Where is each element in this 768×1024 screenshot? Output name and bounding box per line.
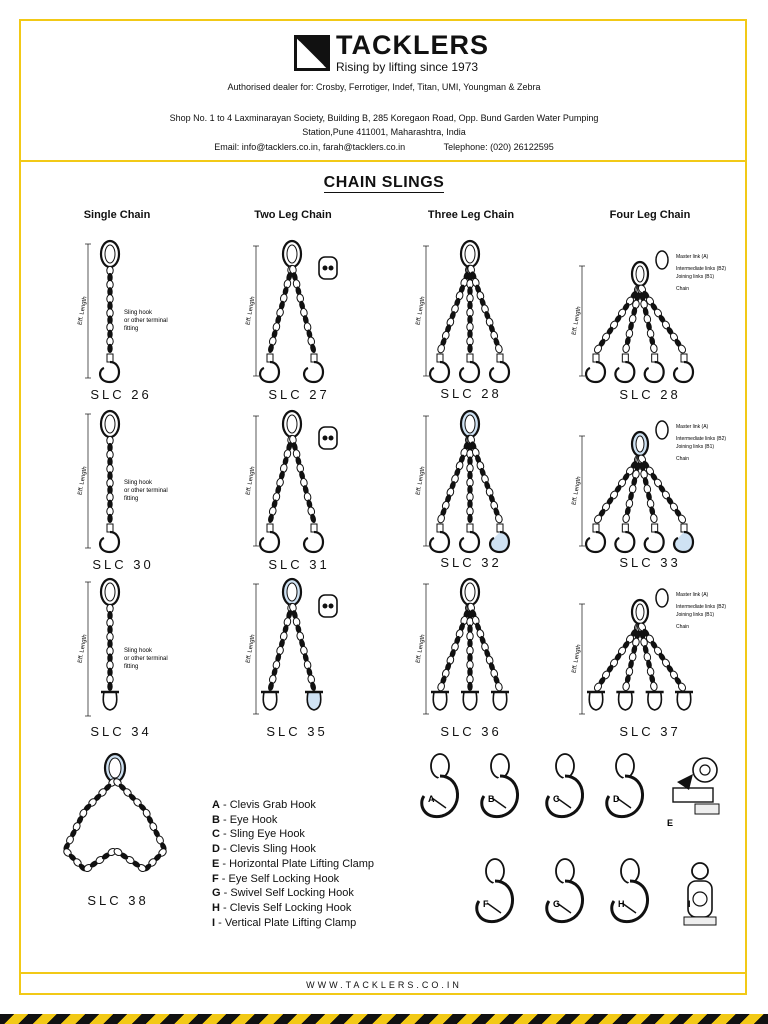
legend-item: G - Swivel Self Locking Hook — [212, 887, 354, 900]
svg-text:Intermediate links (B2): Intermediate links (B2) — [676, 436, 727, 442]
contact-line — [0, 142, 768, 152]
svg-text:Sling hook: Sling hook — [124, 648, 153, 654]
svg-text:Master link (A): Master link (A) — [676, 592, 709, 598]
header-divider — [19, 160, 747, 162]
logo-mark-icon — [294, 35, 330, 71]
svg-text:Joining links (B1): Joining links (B1) — [676, 274, 715, 280]
legend-item: H - Clevis Self Locking Hook — [212, 901, 352, 914]
legend-item: I - Vertical Plate Lifting Clamp — [212, 916, 357, 929]
legend-item: D - Clevis Sling Hook — [212, 843, 316, 856]
hook-c-icon — [535, 750, 595, 830]
code-slc32: SLC 32 — [440, 555, 502, 570]
hook-letter: E — [667, 818, 674, 828]
svg-text:Eff. Length: Eff. Length — [245, 634, 257, 664]
legend-item: F - Eye Self Locking Hook — [212, 872, 340, 885]
svg-text:Eff. Length: Eff. Length — [571, 306, 583, 336]
brand-logo — [294, 32, 489, 74]
code-slc34: SLC 34 — [90, 724, 152, 739]
svg-text:or other terminal: or other terminal — [124, 488, 168, 494]
hook-a-icon — [410, 750, 470, 830]
sling-diagram-slc38 — [35, 750, 195, 890]
hook-b-icon — [470, 750, 530, 830]
hook-letter: D — [613, 794, 620, 804]
svg-text:Eff. Length: Eff. Length — [245, 466, 257, 496]
svg-text:Eff. Length: Eff. Length — [571, 476, 583, 506]
code-slc37: SLC 37 — [619, 724, 681, 739]
hook-letter: A — [428, 794, 435, 804]
hook-f-icon — [465, 855, 525, 935]
hook-legend — [212, 798, 374, 930]
hook-letter: I — [688, 899, 691, 909]
code-slc27: SLC 27 — [268, 387, 330, 402]
address-line-2: Station,Pune 411001, Maharashtra, India — [302, 127, 466, 137]
legend-item: E - Horizontal Plate Lifting Clamp — [212, 857, 375, 870]
svg-text:Sling hook: Sling hook — [124, 310, 153, 316]
svg-text:Eff. Length: Eff. Length — [77, 634, 89, 664]
column-heading-three-leg: Three Leg Chain — [427, 209, 515, 221]
code-slc35: SLC 35 — [266, 724, 328, 739]
hook-i-icon — [670, 855, 730, 935]
hook-letter: B — [488, 794, 495, 804]
svg-text:Master link (A): Master link (A) — [676, 424, 709, 430]
svg-text:Eff. Length: Eff. Length — [77, 466, 89, 496]
sling-diagram-r2-c2 — [212, 410, 372, 550]
code-slc28-three: SLC 28 — [440, 386, 502, 401]
authorised-dealer: Authorised dealer for: Crosby, Ferrotiger, Indef, Titan, UMI, Youngman & Zebra — [227, 82, 541, 92]
svg-text:Joining links (B1): Joining links (B1) — [676, 444, 715, 450]
hook-d-icon — [595, 750, 655, 830]
column-heading-single: Single Chain — [83, 209, 151, 221]
svg-text:Chain: Chain — [676, 624, 690, 630]
sling-diagram-r2-c3 — [390, 410, 550, 550]
svg-text:Eff. Length: Eff. Length — [415, 296, 427, 326]
svg-text:Intermediate links (B2): Intermediate links (B2) — [676, 604, 727, 610]
svg-text:Chain: Chain — [676, 286, 690, 292]
legend-item: A - Clevis Grab Hook — [212, 799, 316, 811]
sling-diagram-r3-c1 — [30, 578, 190, 718]
sling-diagram-r1-c1 — [30, 240, 190, 380]
svg-text:fitting: fitting — [124, 326, 139, 332]
legend-item: B - Eye Hook — [212, 813, 278, 826]
hazard-stripe — [0, 1014, 768, 1024]
page-title: CHAIN SLINGS — [323, 174, 445, 191]
sling-diagram-r1-c2 — [212, 240, 372, 380]
column-heading-four-leg: Four Leg Chain — [609, 209, 691, 221]
code-slc38: SLC 38 — [87, 893, 149, 908]
svg-text:or other terminal: or other terminal — [124, 656, 168, 662]
sling-diagram-r2-c1 — [30, 410, 190, 550]
sling-diagram-r1-c4 — [560, 240, 727, 380]
sling-diagram-r3-c3 — [390, 578, 550, 718]
website-footer: WWW.TACKLERS.CO.IN — [306, 980, 462, 990]
email: Email: info@tacklers.co.in, farah@tacklers.co.in — [214, 142, 406, 152]
hook-h-icon — [600, 855, 660, 935]
svg-text:Master link (A): Master link (A) — [676, 254, 709, 260]
sling-diagram-r3-c4 — [560, 578, 727, 718]
code-slc26: SLC 26 — [90, 387, 152, 402]
footer-divider — [19, 972, 747, 974]
svg-text:fitting: fitting — [124, 496, 139, 502]
brand-tagline: Rising by lifting since 1973 — [336, 60, 479, 74]
code-slc30: SLC 30 — [92, 557, 154, 572]
sling-diagram-r2-c4 — [560, 410, 727, 550]
legend-item: C - Sling Eye Hook — [212, 828, 305, 841]
svg-text:or other terminal: or other terminal — [124, 318, 168, 324]
address-line-1: Shop No. 1 to 4 Laxminarayan Society, Building B, 285 Koregaon Road, Opp. Bund Garden Water Pumping — [169, 113, 599, 123]
code-slc36: SLC 36 — [440, 724, 502, 739]
code-slc31: SLC 31 — [268, 557, 330, 572]
hook-letter: C — [553, 794, 560, 804]
svg-text:Eff. Length: Eff. Length — [571, 644, 583, 674]
telephone: Telephone: (020) 26122595 — [443, 142, 554, 152]
svg-text:Joining links (B1): Joining links (B1) — [676, 612, 715, 618]
brand-name: TACKLERS — [336, 30, 489, 60]
code-slc33: SLC 33 — [619, 555, 681, 570]
svg-text:Sling hook: Sling hook — [124, 480, 153, 486]
hook-letter: G — [553, 899, 561, 909]
hook-g-icon — [535, 855, 595, 935]
svg-text:Eff. Length: Eff. Length — [415, 634, 427, 664]
svg-text:fitting: fitting — [124, 664, 139, 670]
hook-letter: H — [618, 899, 625, 909]
hook-e-icon — [665, 750, 725, 830]
column-heading-two-leg: Two Leg Chain — [254, 209, 332, 221]
sling-diagram-r3-c2 — [212, 578, 372, 718]
svg-text:Eff. Length: Eff. Length — [415, 466, 427, 496]
svg-text:Intermediate links (B2): Intermediate links (B2) — [676, 266, 727, 272]
code-slc28-four: SLC 28 — [619, 387, 681, 402]
sling-diagram-r1-c3 — [390, 240, 550, 380]
hook-letter: F — [483, 899, 489, 909]
svg-text:Chain: Chain — [676, 456, 690, 462]
svg-text:Eff. Length: Eff. Length — [245, 296, 257, 326]
svg-text:Eff. Length: Eff. Length — [77, 296, 89, 326]
